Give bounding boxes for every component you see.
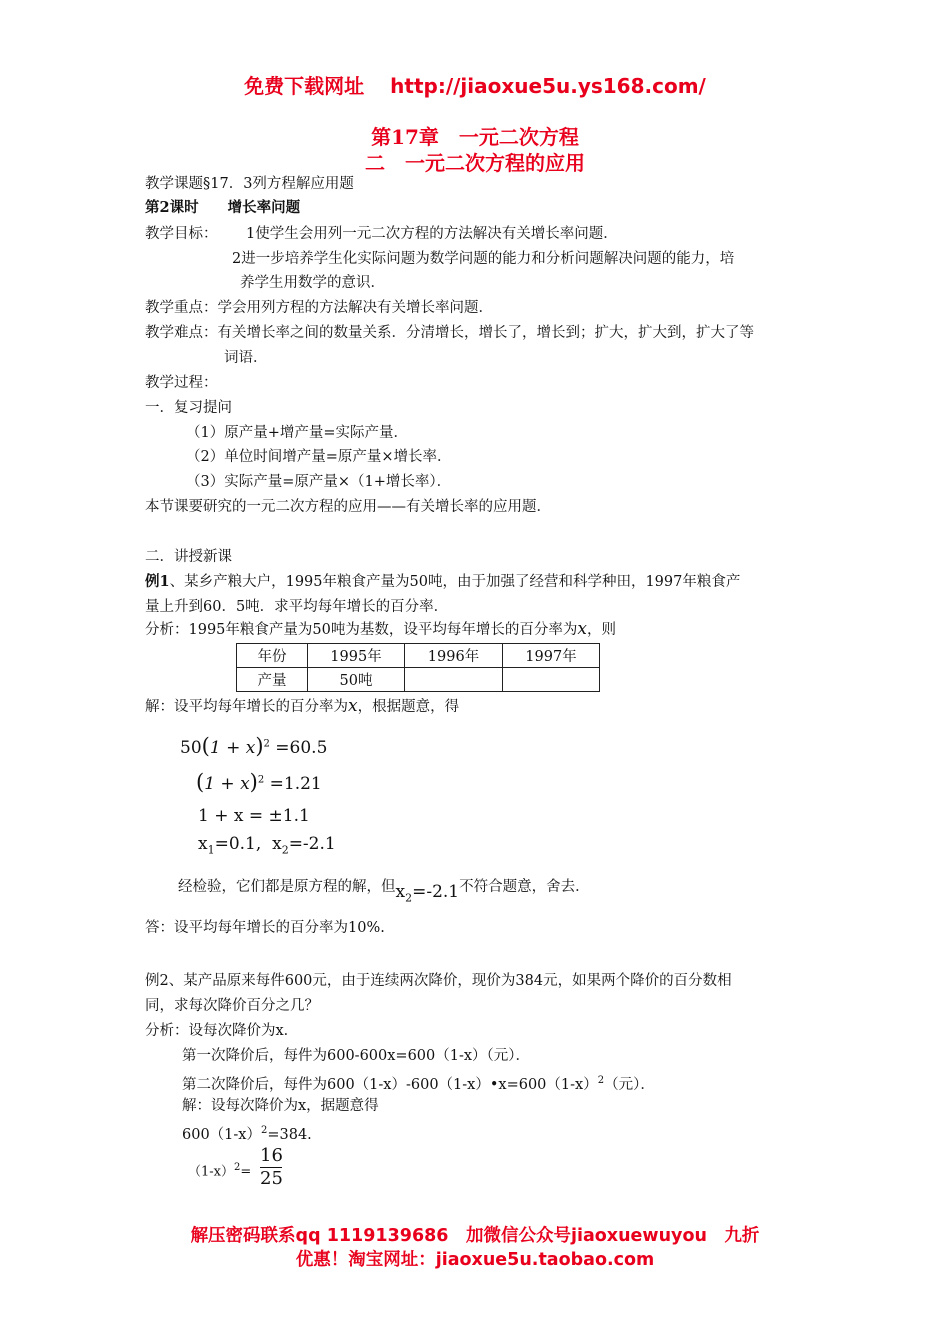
table-cell: 1996年 <box>405 644 503 668</box>
table-row <box>237 644 600 668</box>
table-row <box>237 668 600 692</box>
table-cell: 50吨 <box>308 668 405 692</box>
table-cell: 产量 <box>237 668 308 692</box>
review-item-3: （3）实际产量=原产量×（1+增长率）． <box>186 474 452 490</box>
goal-label: 教学目标： <box>145 226 218 242</box>
example1-answer: 答：设平均每年增长的百分率为10%. <box>145 920 385 936</box>
chapter-title: 第17章 一元二次方程 <box>371 125 579 149</box>
difficulty-line-b: 词语． <box>224 350 268 366</box>
rejected-root: $x_2=-2.1$ <box>395 882 460 905</box>
example1-check: 经检验，它们都是原方程的解，但$x_2=-2.1$不符合题意，舍去． <box>178 879 590 905</box>
key-point: 教学重点：学会用列方程的方法解决有关增长率问题． <box>145 300 493 316</box>
process-label: 教学过程： <box>145 375 218 391</box>
table-cell <box>503 668 600 692</box>
goal-item-2a: 2进一步培养学生化实际问题为数学问题的能力和分析问题解决问题的能力，培 <box>232 251 735 267</box>
review-item-1: （1）原产量+增产量=实际产量． <box>186 425 409 441</box>
review-heading: 一．复习提问 <box>145 400 232 416</box>
production-table <box>236 643 600 692</box>
lesson-period: 第2课时 增长率问题 <box>145 199 301 216</box>
new-lesson-heading: 二．讲授新课 <box>145 549 232 565</box>
example1-text-a: 例1、某乡产粮大户，1995年粮食产量为50吨，由于加强了经营和科学种田，1997年粮食产 <box>145 573 741 590</box>
download-header <box>0 70 950 99</box>
footer-line-1: 解压密码联系qq 1119139686 加微信公众号jiaoxuewuyou 九折 <box>190 1226 760 1246</box>
fraction-numerator: 16 <box>260 1145 283 1166</box>
example2-step-2: 第二次降价后，每件为$600(1-x)-600(1-x)•x=600(1-x)^2$（元）． <box>182 1075 655 1093</box>
table-cell: 1997年 <box>503 644 600 668</box>
fraction-denominator: 25 <box>260 1168 283 1189</box>
example1-analysis: 分析：1995年粮食产量为50吨为基数，设平均每年增长的百分率为x，则 <box>145 619 616 639</box>
review-item-2: （2）单位时间增产量=原产量×增长率． <box>186 449 452 465</box>
section-title: 二 一元二次方程的应用 <box>365 151 585 175</box>
example1-text-b: 量上升到60．5吨．求平均每年增长的百分率． <box>145 599 449 615</box>
example2-equation-1: $600(1-x)^2=384$. <box>182 1125 312 1143</box>
equation-3: 1 + x = ±1.1 <box>198 806 310 826</box>
goal-item-1: 1使学生会用列一元二次方程的方法解决有关增长率问题． <box>246 226 618 242</box>
review-summary: 本节课要研究的一元二次方程的应用——有关增长率的应用题． <box>145 499 551 515</box>
equation-4: $x_1=0.1$, $x_2=-2.1$ <box>198 834 336 857</box>
table-cell: 1995年 <box>308 644 405 668</box>
example2-solve: 解：设每次降价为x，据题意得 <box>182 1098 379 1114</box>
example2-text-a: 例2、某产品原来每件600元，由于连续两次降价，现价为384元，如果两个降价的百分数相 <box>145 973 732 989</box>
download-url-link[interactable]: http://jiaoxue5u.ys168.com/ <box>390 74 706 98</box>
lesson-topic: 教学课题§17．3列方程解应用题 <box>145 176 354 192</box>
example2-analysis: 分析：设每次降价为x． <box>145 1023 299 1039</box>
example2-text-b: 同，求每次降价百分之几？ <box>145 998 319 1014</box>
example2-equation-2: $(1-x)^2=$ <box>188 1162 252 1180</box>
equation-1: $50(1 + x)^2 =60.5$ <box>180 734 328 758</box>
table-cell <box>405 668 503 692</box>
example2-step-1: 第一次降价后，每件为600-600x=600（1-x）（元）． <box>182 1048 531 1064</box>
download-label: 免费下载网址 <box>244 74 365 98</box>
example1-label: 例1 <box>145 573 170 590</box>
variable-x: x <box>348 696 358 716</box>
fraction-16-25 <box>258 1145 285 1189</box>
goal-item-2b: 养学生用数学的意识． <box>240 275 385 291</box>
variable-x: x <box>577 619 587 639</box>
example1-solution: 解：设平均每年增长的百分率为x，根据题意，得 <box>145 696 460 716</box>
footer-line-2: 优惠！淘宝网址：jiaoxue5u.taobao.com <box>295 1250 655 1270</box>
table-cell: 年份 <box>237 644 308 668</box>
equation-2: $(1 + x)^2 =1.21$ <box>196 770 322 794</box>
difficulty-line-a: 教学难点：有关增长率之间的数量关系．分清增长，增长了，增长到；扩大，扩大到，扩大了等 <box>145 325 754 341</box>
